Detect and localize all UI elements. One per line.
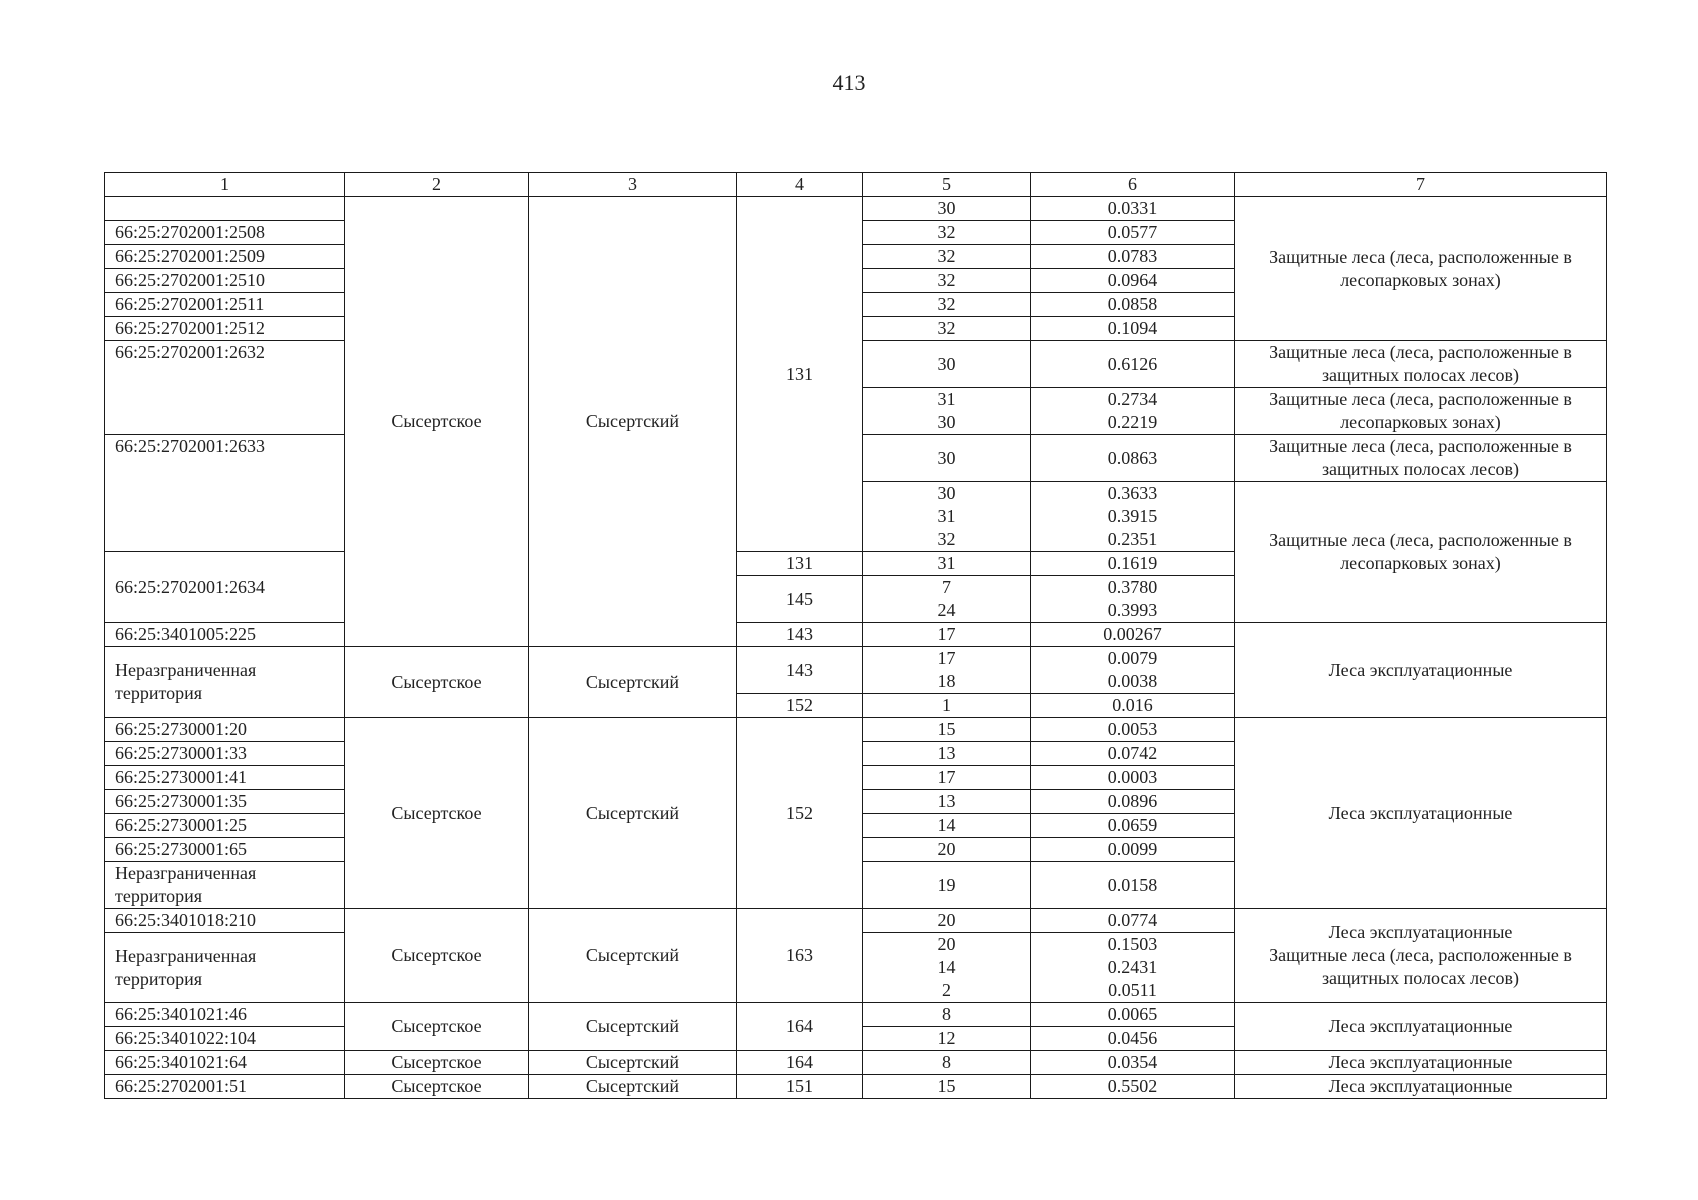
cadastral-cell: 66:25:3401021:46 xyxy=(105,1003,345,1027)
allotment-cell: 1 xyxy=(863,694,1031,718)
allotment-cell: 8 xyxy=(863,1051,1031,1075)
area-cell: 0.5502 xyxy=(1031,1075,1235,1099)
area-cell: 0.0783 xyxy=(1031,245,1235,269)
cadastral-cell: 66:25:2702001:51 xyxy=(105,1075,345,1099)
header-col-7: 7 xyxy=(1235,173,1607,197)
area-cell: 0.3780 0.3993 xyxy=(1031,576,1235,623)
forestry-cell: Сысертское xyxy=(345,1003,529,1051)
district-cell: Сысертский xyxy=(529,1075,737,1099)
header-col-5: 5 xyxy=(863,173,1031,197)
area-cell: 0.0577 xyxy=(1031,221,1235,245)
allotment-cell: 17 18 xyxy=(863,647,1031,694)
cadastral-cell: 66:25:2730001:33 xyxy=(105,742,345,766)
purpose-cell: Леса эксплуатационные xyxy=(1235,623,1607,718)
cadastral-cell: Неразграниченная территория xyxy=(105,862,345,909)
cadastral-cell: 66:25:2730001:35 xyxy=(105,790,345,814)
district-cell: Сысертский xyxy=(529,909,737,1003)
area-cell: 0.00267 xyxy=(1031,623,1235,647)
cadastral-cell: 66:25:3401022:104 xyxy=(105,1027,345,1051)
allotment-cell: 13 xyxy=(863,742,1031,766)
area-cell: 0.0158 xyxy=(1031,862,1235,909)
purpose-cell: Леса эксплуатационные xyxy=(1235,718,1607,909)
allotment-cell: 13 xyxy=(863,790,1031,814)
table-row xyxy=(105,1003,1607,1027)
cadastral-cell: 66:25:3401005:225 xyxy=(105,623,345,647)
area-cell: 0.0456 xyxy=(1031,1027,1235,1051)
allotment-cell: 7 24 xyxy=(863,576,1031,623)
table-row xyxy=(105,1051,1607,1075)
purpose-cell: Защитные леса (леса, расположенные в лесопарковых зонах) xyxy=(1235,197,1607,341)
purpose-cell: Леса эксплуатационные xyxy=(1235,1051,1607,1075)
allotment-cell: 14 xyxy=(863,814,1031,838)
forestry-cell: Сысертское xyxy=(345,1075,529,1099)
purpose-cell: Леса эксплуатационные Защитные леса (леса, расположенные в защитных полосах лесов) xyxy=(1235,909,1607,1003)
area-cell: 0.3633 0.3915 0.2351 xyxy=(1031,482,1235,552)
area-cell: 0.6126 xyxy=(1031,341,1235,388)
area-cell: 0.0964 xyxy=(1031,269,1235,293)
cadastral-cell: 66:25:2702001:2512 xyxy=(105,317,345,341)
allotment-cell: 17 xyxy=(863,766,1031,790)
area-cell: 0.0099 xyxy=(1031,838,1235,862)
forestry-cell: Сысертское xyxy=(345,1051,529,1075)
cadastral-cell: Неразграниченная территория xyxy=(105,933,345,1003)
district-cell: Сысертский xyxy=(529,647,737,718)
area-cell: 0.1503 0.2431 0.0511 xyxy=(1031,933,1235,1003)
area-cell: 0.016 xyxy=(1031,694,1235,718)
quarter-cell: 143 xyxy=(737,647,863,694)
purpose-cell: Защитные леса (леса, расположенные в лесопарковых зонах) xyxy=(1235,388,1607,435)
purpose-cell: Леса эксплуатационные xyxy=(1235,1075,1607,1099)
forestry-cell: Сысертское xyxy=(345,909,529,1003)
quarter-cell: 164 xyxy=(737,1003,863,1051)
allotment-cell: 20 14 2 xyxy=(863,933,1031,1003)
header-row xyxy=(105,173,1607,197)
quarter-cell: 163 xyxy=(737,909,863,1003)
district-cell: Сысертский xyxy=(529,1051,737,1075)
header-col-3: 3 xyxy=(529,173,737,197)
area-cell: 0.2734 0.2219 xyxy=(1031,388,1235,435)
quarter-cell: 131 xyxy=(737,197,863,552)
quarter-cell: 143 xyxy=(737,623,863,647)
area-cell: 0.0079 0.0038 xyxy=(1031,647,1235,694)
area-cell: 0.0742 xyxy=(1031,742,1235,766)
cadastral-cell: 66:25:2702001:2510 xyxy=(105,269,345,293)
allotment-cell: 12 xyxy=(863,1027,1031,1051)
district-cell: Сысертский xyxy=(529,197,737,647)
cadastral-cell: 66:25:2730001:65 xyxy=(105,838,345,862)
area-cell: 0.0331 xyxy=(1031,197,1235,221)
allotment-cell: 32 xyxy=(863,269,1031,293)
purpose-cell: Защитные леса (леса, расположенные в защитных полосах лесов) xyxy=(1235,435,1607,482)
area-cell: 0.0354 xyxy=(1031,1051,1235,1075)
purpose-cell: Защитные леса (леса, расположенные в защитных полосах лесов) xyxy=(1235,341,1607,388)
area-cell: 0.0863 xyxy=(1031,435,1235,482)
allotment-cell: 8 xyxy=(863,1003,1031,1027)
area-cell: 0.1619 xyxy=(1031,552,1235,576)
purpose-cell: Защитные леса (леса, расположенные в лесопарковых зонах) xyxy=(1235,482,1607,623)
area-cell: 0.0896 xyxy=(1031,790,1235,814)
cadastral-cell: 66:25:3401018:210 xyxy=(105,909,345,933)
table-row xyxy=(105,909,1607,933)
cadastral-cell: 66:25:2730001:41 xyxy=(105,766,345,790)
cadastral-cell: Неразграниченная территория xyxy=(105,647,345,718)
header-col-2: 2 xyxy=(345,173,529,197)
quarter-cell: 152 xyxy=(737,718,863,909)
allotment-cell: 30 31 32 xyxy=(863,482,1031,552)
allotment-cell: 20 xyxy=(863,838,1031,862)
cadastral-cell: 66:25:2702001:2632 xyxy=(105,341,345,435)
cadastral-cell: 66:25:2730001:20 xyxy=(105,718,345,742)
area-cell: 0.0774 xyxy=(1031,909,1235,933)
table-row xyxy=(105,1075,1607,1099)
table-row xyxy=(105,718,1607,742)
forestry-cell: Сысертское xyxy=(345,647,529,718)
district-cell: Сысертский xyxy=(529,1003,737,1051)
cadastral-cell xyxy=(105,197,345,221)
forestry-cell: Сысертское xyxy=(345,197,529,647)
area-cell: 0.0053 xyxy=(1031,718,1235,742)
area-cell: 0.0065 xyxy=(1031,1003,1235,1027)
cadastral-cell: 66:25:3401021:64 xyxy=(105,1051,345,1075)
area-cell: 0.0003 xyxy=(1031,766,1235,790)
cadastral-cell: 66:25:2702001:2508 xyxy=(105,221,345,245)
cadastral-cell: 66:25:2702001:2634 xyxy=(105,552,345,623)
allotment-cell: 20 xyxy=(863,909,1031,933)
page-number: 413 xyxy=(832,70,866,95)
allotment-cell: 30 xyxy=(863,435,1031,482)
district-cell: Сысертский xyxy=(529,718,737,909)
header-col-6: 6 xyxy=(1031,173,1235,197)
forest-plots-table-wrapper xyxy=(104,172,1606,1099)
allotment-cell: 32 xyxy=(863,293,1031,317)
allotment-cell: 31 xyxy=(863,552,1031,576)
allotment-cell: 15 xyxy=(863,718,1031,742)
quarter-cell: 151 xyxy=(737,1075,863,1099)
quarter-cell: 164 xyxy=(737,1051,863,1075)
allotment-cell: 30 xyxy=(863,197,1031,221)
allotment-cell: 32 xyxy=(863,245,1031,269)
table-row xyxy=(105,197,1607,221)
cadastral-cell: 66:25:2730001:25 xyxy=(105,814,345,838)
allotment-cell: 30 xyxy=(863,341,1031,388)
allotment-cell: 15 xyxy=(863,1075,1031,1099)
purpose-cell: Леса эксплуатационные xyxy=(1235,1003,1607,1051)
allotment-cell: 17 xyxy=(863,623,1031,647)
allotment-cell: 32 xyxy=(863,317,1031,341)
allotment-cell: 19 xyxy=(863,862,1031,909)
cadastral-cell: 66:25:2702001:2633 xyxy=(105,435,345,552)
quarter-cell: 152 xyxy=(737,694,863,718)
forest-plots-table xyxy=(104,172,1607,1099)
area-cell: 0.1094 xyxy=(1031,317,1235,341)
forestry-cell: Сысертское xyxy=(345,718,529,909)
table-row xyxy=(105,623,1607,647)
header-col-4: 4 xyxy=(737,173,863,197)
cadastral-cell: 66:25:2702001:2511 xyxy=(105,293,345,317)
header-col-1: 1 xyxy=(105,173,345,197)
cadastral-cell: 66:25:2702001:2509 xyxy=(105,245,345,269)
area-cell: 0.0659 xyxy=(1031,814,1235,838)
area-cell: 0.0858 xyxy=(1031,293,1235,317)
quarter-cell: 131 xyxy=(737,552,863,576)
allotment-cell: 31 30 xyxy=(863,388,1031,435)
quarter-cell: 145 xyxy=(737,576,863,623)
allotment-cell: 32 xyxy=(863,221,1031,245)
